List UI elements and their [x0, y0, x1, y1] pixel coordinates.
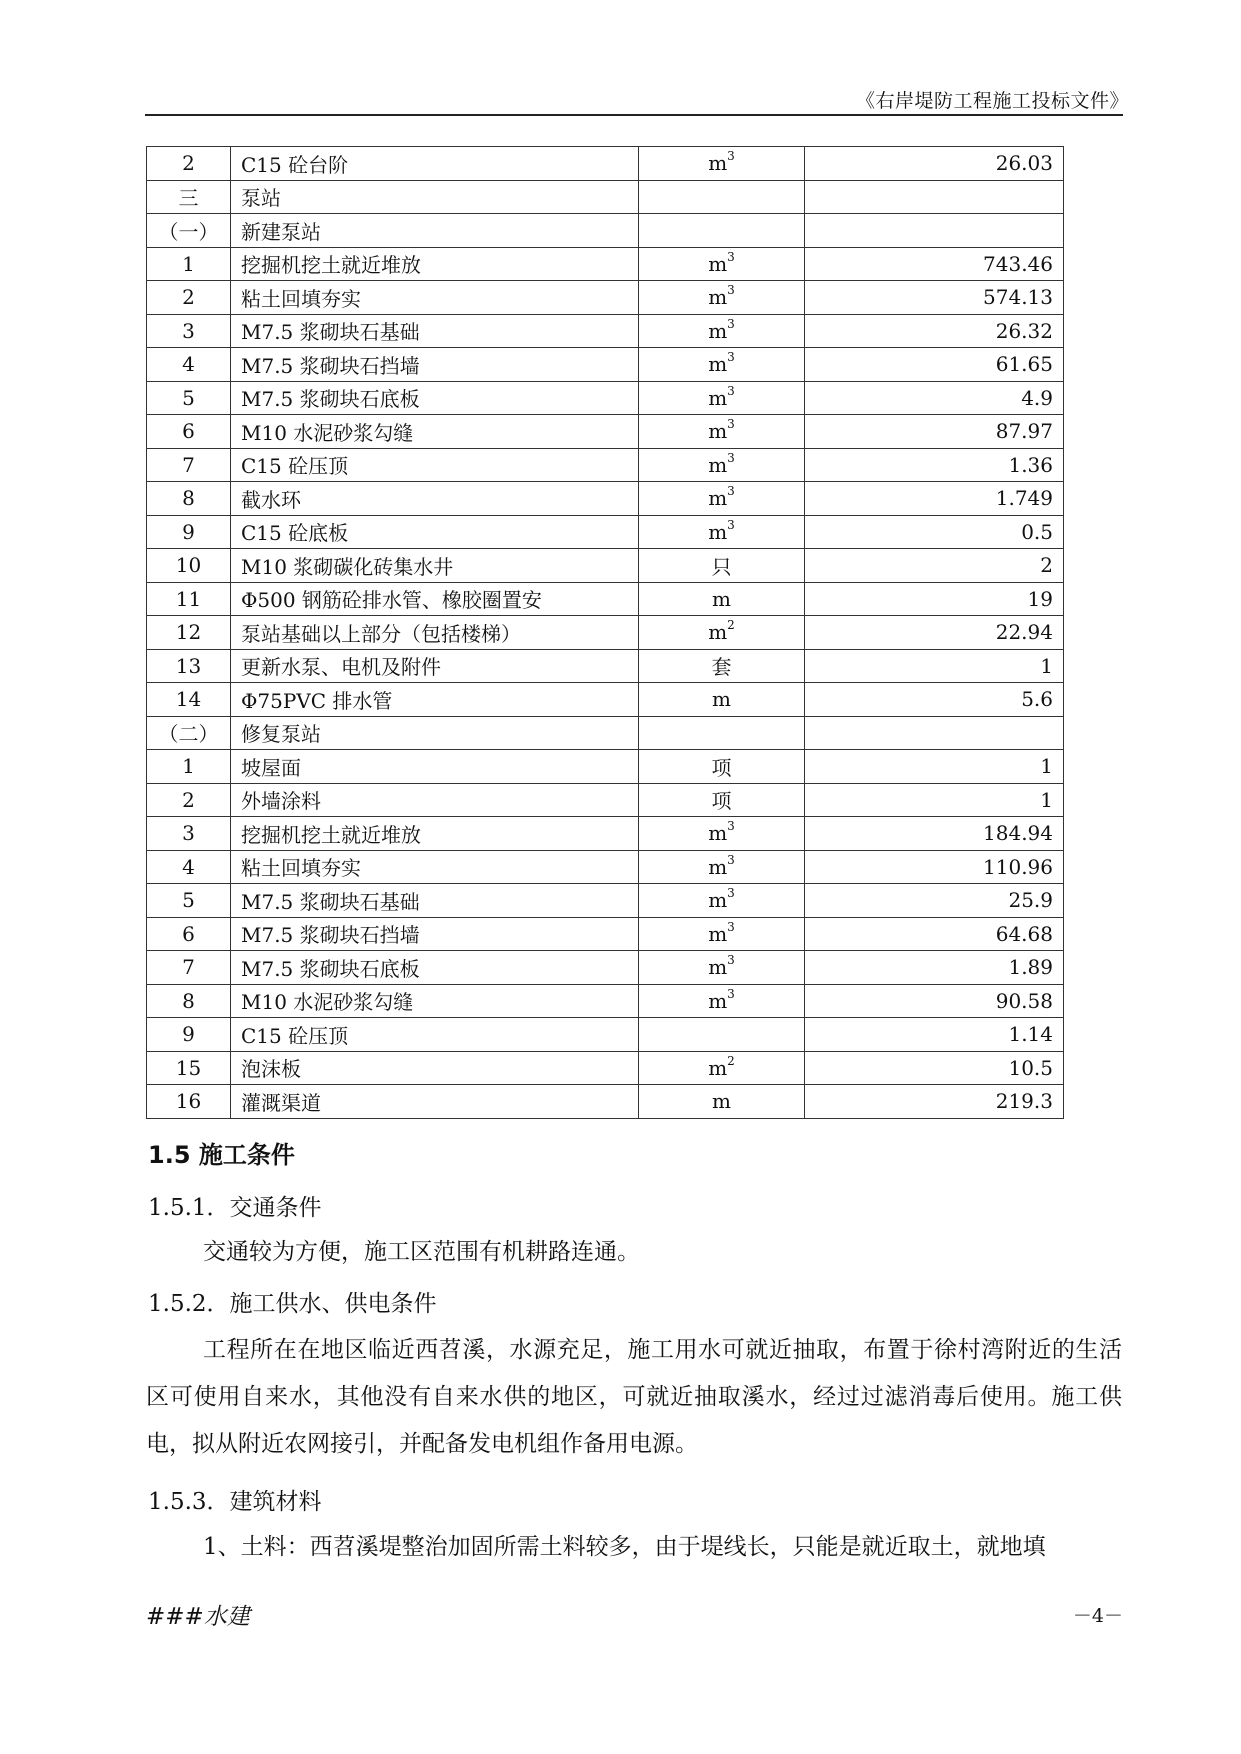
unit-cell: $m^2$ — [639, 1051, 805, 1085]
item-number-cell: 16 — [147, 1085, 231, 1119]
item-name-cell: Φ500 钢筋砼排水管、橡胶圈置安 — [231, 582, 639, 616]
table-row — [147, 381, 1064, 415]
item-number-cell: 7 — [147, 951, 231, 985]
item-number-cell: 2 — [147, 783, 231, 817]
quantity-cell — [805, 180, 1064, 214]
unit-exponent: 3 — [727, 986, 735, 1001]
item-name-cell: 外墙涂料 — [231, 783, 639, 817]
quantity-cell: 1.14 — [805, 1018, 1064, 1052]
item-number-cell: 3 — [147, 817, 231, 851]
quantity-cell: 219.3 — [805, 1085, 1064, 1119]
paragraph-text: 交通较为方便，施工区范围有机耕路连通。 — [203, 1239, 640, 1265]
table-row — [147, 247, 1064, 281]
quantity-cell: 87.97 — [805, 415, 1064, 449]
item-name-cell: Φ75PVC 排水管 — [231, 683, 639, 717]
quantity-cell: 61.65 — [805, 348, 1064, 382]
subsection-heading-traffic: 1.5.1．交通条件 — [148, 1195, 322, 1221]
item-name-cell: M7.5 浆砌块石挡墙 — [231, 348, 639, 382]
unit-exponent: 3 — [727, 484, 735, 499]
header-rule — [145, 114, 1123, 116]
quantity-cell: 25.9 — [805, 884, 1064, 918]
quantity-cell: 26.03 — [805, 147, 1064, 181]
quantity-cell: 26.32 — [805, 314, 1064, 348]
quantity-cell: 1.36 — [805, 448, 1064, 482]
document-header-title: 《右岸堤防工程施工投标文件》 — [855, 90, 1129, 112]
quantity-cell: 0.5 — [805, 515, 1064, 549]
unit-cell — [639, 716, 805, 750]
item-number-cell: （一） — [147, 214, 231, 248]
unit-cell — [639, 180, 805, 214]
table-row — [147, 582, 1064, 616]
item-number-cell: 13 — [147, 649, 231, 683]
table-row — [147, 951, 1064, 985]
unit-cell — [639, 1018, 805, 1052]
unit-cell: $m^3$ — [639, 850, 805, 884]
unit-cell: $m^3$ — [639, 381, 805, 415]
item-name-cell: 坡屋面 — [231, 750, 639, 784]
item-number-cell: 2 — [147, 147, 231, 181]
unit-exponent: 3 — [727, 953, 735, 968]
item-name-cell: C15 砼底板 — [231, 515, 639, 549]
item-number-cell: 10 — [147, 549, 231, 583]
quantity-cell: 10.5 — [805, 1051, 1064, 1085]
quantity-cell: 1 — [805, 783, 1064, 817]
unit-cell: 项 — [639, 750, 805, 784]
unit-cell: $m^3$ — [639, 448, 805, 482]
unit-cell: m — [639, 1085, 805, 1119]
unit-exponent: 2 — [727, 1053, 735, 1068]
item-name-cell: 挖掘机挖土就近堆放 — [231, 247, 639, 281]
table-row — [147, 750, 1064, 784]
subsection-heading-materials: 1.5.3．建筑材料 — [148, 1489, 322, 1515]
unit-cell: 套 — [639, 649, 805, 683]
table-row — [147, 884, 1064, 918]
item-name-cell: 更新水泵、电机及附件 — [231, 649, 639, 683]
item-name-cell: M7.5 浆砌块石底板 — [231, 381, 639, 415]
table-row — [147, 448, 1064, 482]
paragraph-materials — [146, 1524, 1122, 1571]
quantity-cell: 1 — [805, 750, 1064, 784]
unit-exponent: 3 — [727, 886, 735, 901]
item-number-cell: 三 — [147, 180, 231, 214]
table-row — [147, 817, 1064, 851]
item-number-cell: 4 — [147, 348, 231, 382]
unit-cell: $m^3$ — [639, 314, 805, 348]
unit-cell: $m^3$ — [639, 917, 805, 951]
item-number-cell: 3 — [147, 314, 231, 348]
item-name-cell: 新建泵站 — [231, 214, 639, 248]
unit-cell: $m^2$ — [639, 616, 805, 650]
quantity-cell: 1.749 — [805, 482, 1064, 516]
item-number-cell: 5 — [147, 884, 231, 918]
item-number-cell: 2 — [147, 281, 231, 315]
table-row — [147, 415, 1064, 449]
unit-cell: 项 — [639, 783, 805, 817]
item-name-cell: C15 砼压顶 — [231, 1018, 639, 1052]
unit-exponent: 3 — [727, 350, 735, 365]
item-name-cell: M7.5 浆砌块石基础 — [231, 314, 639, 348]
quantity-cell — [805, 716, 1064, 750]
table-row — [147, 281, 1064, 315]
item-name-cell: 修复泵站 — [231, 716, 639, 750]
unit-cell: $m^3$ — [639, 415, 805, 449]
quantity-table — [146, 146, 1064, 1119]
page-number: －4－ — [1072, 1605, 1123, 1627]
quantity-cell: 22.94 — [805, 616, 1064, 650]
item-name-cell: 泵站 — [231, 180, 639, 214]
unit-cell: $m^3$ — [639, 482, 805, 516]
item-number-cell: 7 — [147, 448, 231, 482]
table-row — [147, 348, 1064, 382]
paragraph-text: 工程所在在地区临近西苕溪，水源充足，施工用水可就近抽取，布置于徐村湾附近的生活区可使用自来水，其他没有自来水供的地区，可就近抽取溪水，经过过滤消毒后使用。施工供电，拟从附近农网接引，并配备发电机组作备用电源。 — [146, 1337, 1122, 1457]
quantity-cell: 2 — [805, 549, 1064, 583]
paragraph-water-power — [146, 1327, 1122, 1468]
section-title: 1.5 施工条件 — [148, 1141, 295, 1169]
unit-exponent: 3 — [727, 819, 735, 834]
table-row — [147, 649, 1064, 683]
quantity-cell: 743.46 — [805, 247, 1064, 281]
item-name-cell: M10 水泥砂浆勾缝 — [231, 984, 639, 1018]
unit-cell: $m^3$ — [639, 348, 805, 382]
item-name-cell: M10 浆砌碳化砖集水井 — [231, 549, 639, 583]
item-name-cell: 泡沫板 — [231, 1051, 639, 1085]
quantity-cell: 19 — [805, 582, 1064, 616]
unit-cell: 只 — [639, 549, 805, 583]
item-number-cell: 8 — [147, 482, 231, 516]
quantity-cell: 1 — [805, 649, 1064, 683]
item-number-cell: （二） — [147, 716, 231, 750]
unit-exponent: 2 — [727, 618, 735, 633]
unit-cell: $m^3$ — [639, 951, 805, 985]
item-name-cell: M7.5 浆砌块石挡墙 — [231, 917, 639, 951]
unit-cell — [639, 214, 805, 248]
unit-exponent: 3 — [727, 249, 735, 264]
table-row — [147, 214, 1064, 248]
item-name-cell: M7.5 浆砌块石底板 — [231, 951, 639, 985]
item-name-cell: 粘土回填夯实 — [231, 850, 639, 884]
item-name-cell: 泵站基础以上部分（包括楼梯） — [231, 616, 639, 650]
item-name-cell: 截水环 — [231, 482, 639, 516]
item-number-cell: 5 — [147, 381, 231, 415]
quantity-cell: 90.58 — [805, 984, 1064, 1018]
table-row — [147, 683, 1064, 717]
unit-exponent: 3 — [727, 517, 735, 532]
item-name-cell: 挖掘机挖土就近堆放 — [231, 817, 639, 851]
item-number-cell: 9 — [147, 1018, 231, 1052]
quantity-cell: 64.68 — [805, 917, 1064, 951]
unit-cell: $m^3$ — [639, 817, 805, 851]
item-number-cell: 12 — [147, 616, 231, 650]
paragraph-traffic — [146, 1229, 1122, 1276]
unit-cell: $m^3$ — [639, 247, 805, 281]
item-number-cell: 6 — [147, 415, 231, 449]
unit-exponent: 3 — [727, 450, 735, 465]
item-number-cell: 15 — [147, 1051, 231, 1085]
item-number-cell: 8 — [147, 984, 231, 1018]
quantity-table-body — [147, 147, 1064, 1119]
unit-exponent: 3 — [727, 919, 735, 934]
unit-exponent: 3 — [727, 383, 735, 398]
table-row — [147, 984, 1064, 1018]
table-row — [147, 716, 1064, 750]
paragraph-text: 1、土料：西苕溪堤整治加固所需土料较多，由于堤线长，只能是就近取土，就地填 — [203, 1534, 1046, 1560]
item-name-cell: C15 砼台阶 — [231, 147, 639, 181]
unit-cell: $m^3$ — [639, 515, 805, 549]
table-row — [147, 1018, 1064, 1052]
table-row — [147, 616, 1064, 650]
item-name-cell: C15 砼压顶 — [231, 448, 639, 482]
item-name-cell: M7.5 浆砌块石基础 — [231, 884, 639, 918]
quantity-cell — [805, 214, 1064, 248]
item-number-cell: 4 — [147, 850, 231, 884]
unit-cell: $m^3$ — [639, 281, 805, 315]
table-row — [147, 783, 1064, 817]
unit-exponent: 3 — [727, 316, 735, 331]
unit-exponent: 3 — [727, 283, 735, 298]
item-name-cell: 灌溉渠道 — [231, 1085, 639, 1119]
footer-company: ###水建 — [146, 1604, 250, 1630]
item-number-cell: 1 — [147, 750, 231, 784]
item-name-cell: 粘土回填夯实 — [231, 281, 639, 315]
item-number-cell: 1 — [147, 247, 231, 281]
table-row — [147, 180, 1064, 214]
table-row — [147, 549, 1064, 583]
table-row — [147, 314, 1064, 348]
table-row — [147, 482, 1064, 516]
unit-cell: m — [639, 683, 805, 717]
table-row — [147, 147, 1064, 181]
quantity-cell: 110.96 — [805, 850, 1064, 884]
unit-cell: m — [639, 582, 805, 616]
quantity-cell: 1.89 — [805, 951, 1064, 985]
quantity-cell: 5.6 — [805, 683, 1064, 717]
item-number-cell: 9 — [147, 515, 231, 549]
item-number-cell: 11 — [147, 582, 231, 616]
unit-exponent: 3 — [727, 149, 735, 164]
quantity-cell: 4.9 — [805, 381, 1064, 415]
table-row — [147, 1051, 1064, 1085]
unit-exponent: 3 — [727, 417, 735, 432]
unit-exponent: 3 — [727, 852, 735, 867]
unit-cell: $m^3$ — [639, 984, 805, 1018]
quantity-cell: 184.94 — [805, 817, 1064, 851]
item-name-cell: M10 水泥砂浆勾缝 — [231, 415, 639, 449]
quantity-cell: 574.13 — [805, 281, 1064, 315]
table-row — [147, 850, 1064, 884]
item-number-cell: 6 — [147, 917, 231, 951]
unit-cell: $m^3$ — [639, 884, 805, 918]
item-number-cell: 14 — [147, 683, 231, 717]
table-row — [147, 1085, 1064, 1119]
table-row — [147, 515, 1064, 549]
unit-cell: $m^3$ — [639, 147, 805, 181]
table-row — [147, 917, 1064, 951]
subsection-heading-water-power: 1.5.2．施工供水、供电条件 — [148, 1291, 437, 1317]
